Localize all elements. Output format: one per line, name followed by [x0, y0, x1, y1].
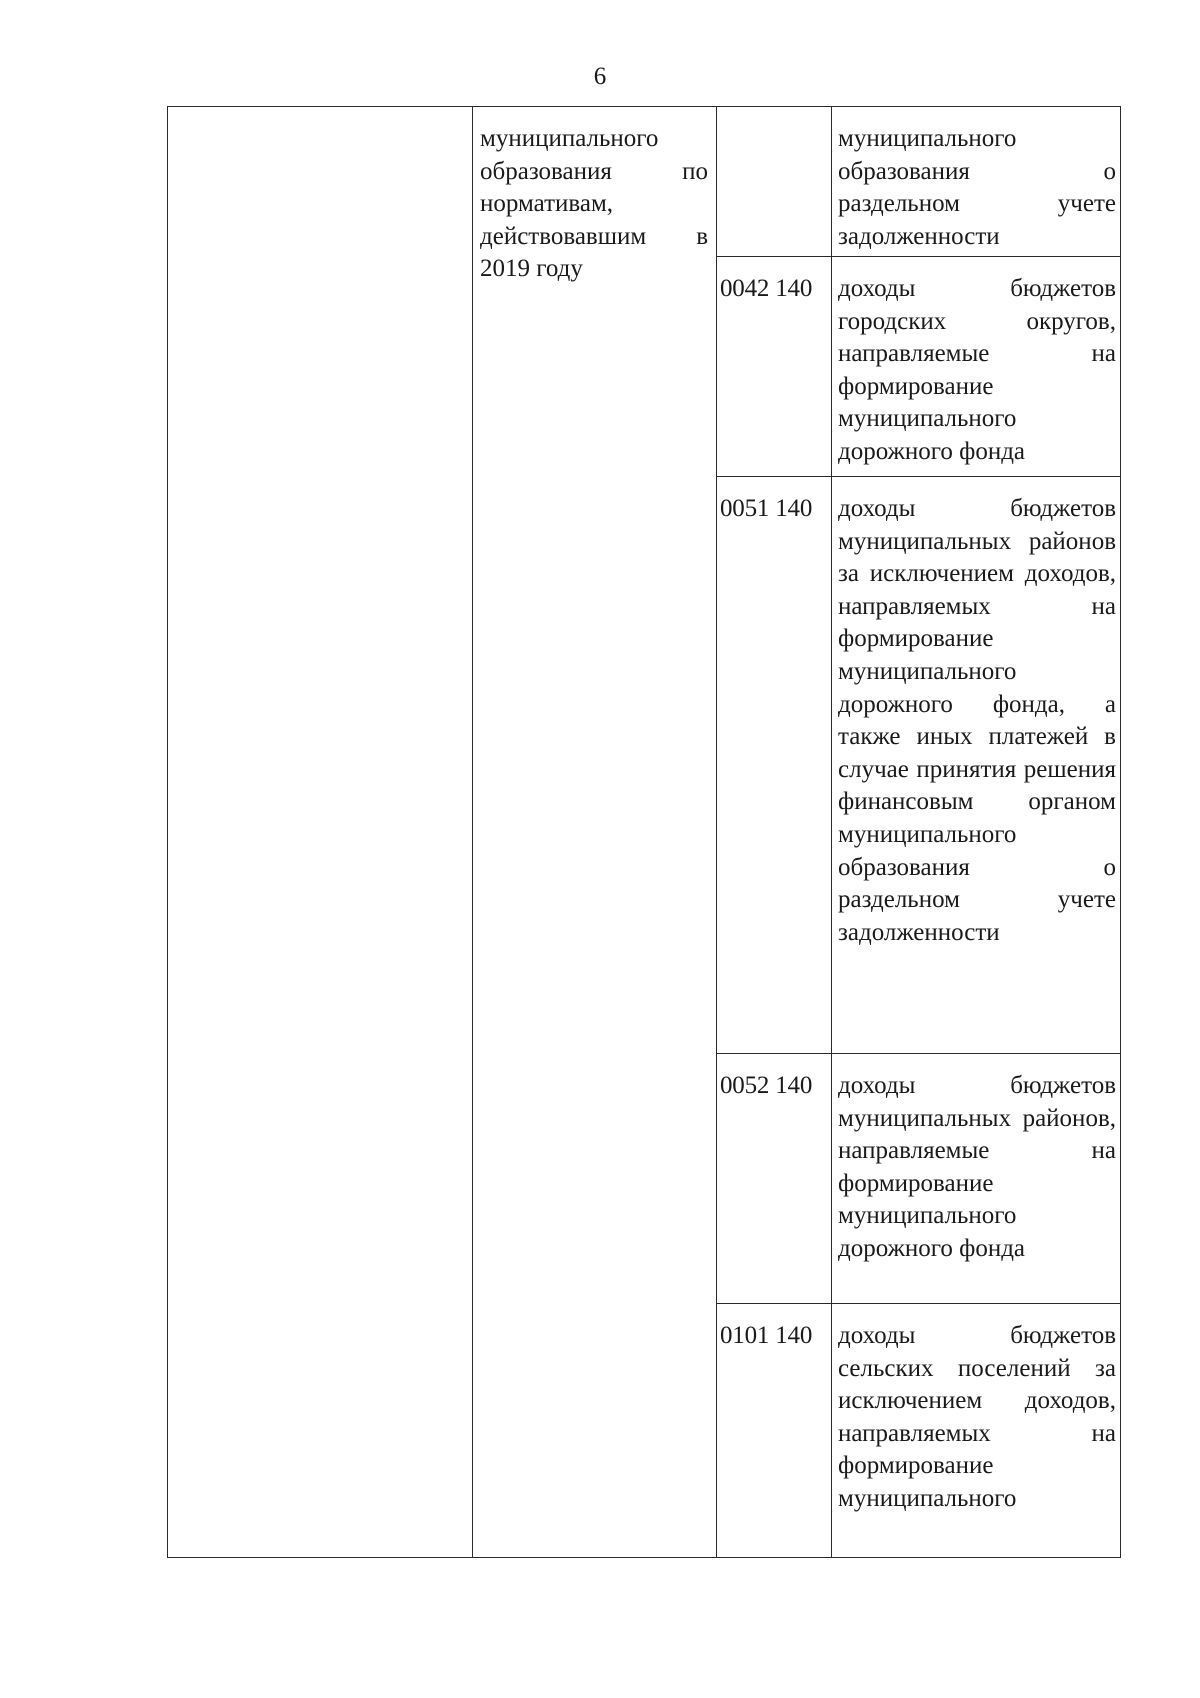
code-cell [717, 477, 832, 1054]
code-cell [717, 1304, 832, 1558]
income-code: 0051 140 [720, 495, 813, 522]
income-description: доходы бюджетов муниципальных районов за исключением доходов, направляемых на формирование муниципального дорожного фонда, а также иных платежей в случае принятия решения финансовым органом муниципального образования о раздельном учете задолженности [838, 495, 1116, 946]
budget-codes-table [167, 106, 1121, 1558]
income-code: 0101 140 [720, 1322, 813, 1349]
income-description: муниципального образования о раздельном учете задолженности [838, 125, 1116, 250]
description-cell [832, 257, 1121, 477]
income-description: доходы бюджетов сельских поселений за исключением доходов, направляемых на формирование муниципального [838, 1322, 1116, 1512]
description-cell [832, 1054, 1121, 1304]
income-code: 0052 140 [720, 1072, 813, 1099]
empty-first-column-cell [168, 107, 473, 1558]
description-cell [832, 477, 1121, 1054]
code-cell [717, 257, 832, 477]
normative-description-cell [473, 107, 717, 1558]
page-number: 6 [593, 63, 607, 90]
code-cell [717, 1054, 832, 1304]
table-row [168, 107, 1121, 257]
normative-description-text: муниципального образования по нормативам, действовавшим в 2019 году [480, 125, 708, 283]
income-description: доходы бюджетов городских округов, направляемые на формирование муниципального дорожного фонда [838, 275, 1116, 465]
income-code [717, 107, 831, 123]
description-cell [832, 107, 1121, 257]
income-code: 0042 140 [720, 275, 813, 302]
income-description: доходы бюджетов муниципальных районов, направляемые на формирование муниципального дорожного фонда [838, 1072, 1116, 1262]
description-cell [832, 1304, 1121, 1558]
code-cell [717, 107, 832, 257]
